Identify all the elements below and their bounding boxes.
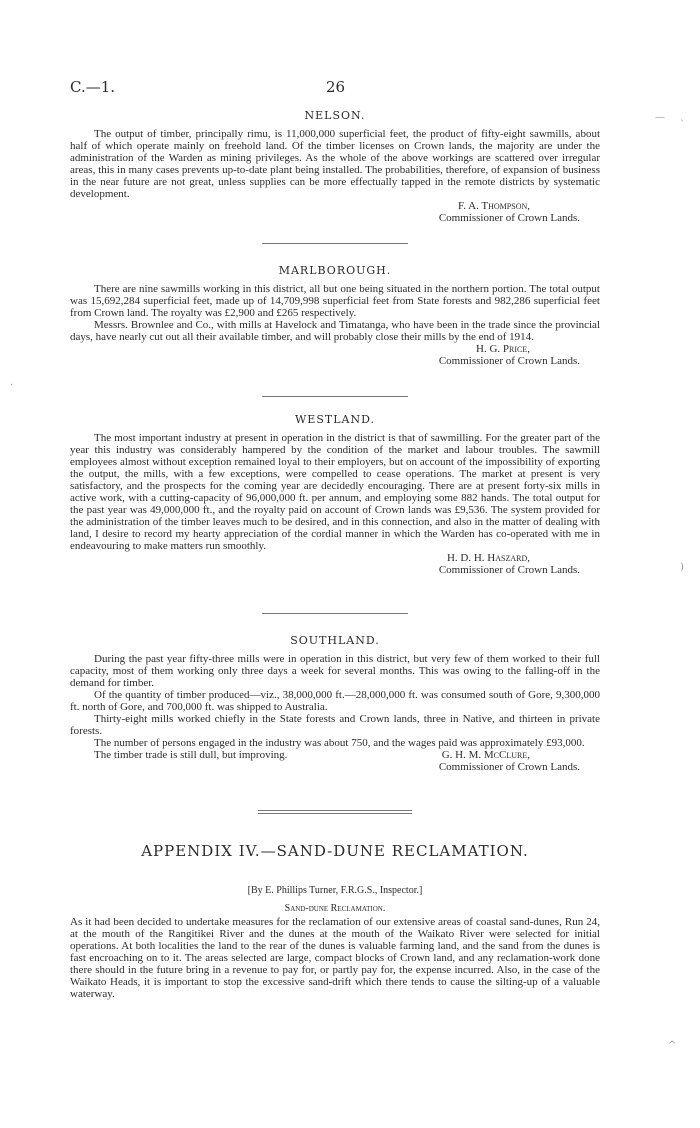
signature-block [70,200,600,224]
scan-mark: · [10,380,14,391]
southland-section [70,634,600,773]
scan-mark: — [655,112,665,123]
signature-block [70,343,600,367]
scan-mark: ^ [668,1040,677,1051]
scan-mark: ) [680,562,684,573]
section-title: WESTLAND. [294,413,375,426]
paragraph: The timber trade is still dull, but improving. [94,749,288,761]
section-divider [262,243,408,244]
paragraph: During the past year fifty-three mills were in operation in this district, but very few of them worked to their full capacity, most of them working only three days a week for several months. This was owing to the falling-off in the demand for timber. [70,653,600,689]
subheading: Sand-dune Reclamation. [284,903,386,914]
signature-name: H. D. H. Haszard, [446,552,530,564]
paragraph: As it had been decided to undertake measures for the reclamation of our extensive areas of coastal sand-dunes, Run 24, at the mouth of the Rangitikei River and the dunes at the mouth of the Waikato River were selected for initial operations. At both localities the land to the rear of the dunes is valuable farming land, and the sand from the dunes is fast encroaching on to it. The areas selected are large, compact blocks of Crown land, and any reclamation-work done there should in the future bring in a revenue to pay for, or partly pay for, the expense incurred. Also, in the case of the Waikato Heads, it is important to stop the excessive sand-drift which there tends to cause the silting-up of a valuable waterway. [70,916,600,1000]
document-reference: C.—1. [70,78,116,96]
nelson-section [70,109,600,224]
section-divider [262,613,408,614]
signature-block [70,552,600,576]
section-divider [258,813,412,814]
appendix-section [70,916,600,1000]
signature-role: Commissioner of Crown Lands. [438,355,580,367]
page-number: 26 [326,78,346,96]
paragraph: Messrs. Brownlee and Co., with mills at Havelock and Timatanga, who have been in the trade since the provincial days, have nearly cut out all their available timber, and will probably close their mills by the end of 1914. [70,319,600,343]
section-title: MARLBOROUGH. [278,264,392,277]
signature-role: Commissioner of Crown Lands. [438,212,580,224]
signature-role: Commissioner of Crown Lands. [438,761,580,773]
marlborough-section [70,264,600,367]
signature-name: H. G. Price, [476,343,530,355]
paragraph: The most important industry at present in operation in the district is that of sawmilling. For the greater part of the year this industry was considerably hampered by the condition of the market and labour troubles. The sawmill employees almost without exception remained loyal to their employers, but on account of the impossibility of exporting the output, the mills, with a few exceptions, were compelled to cease operations. The market at present is very satisfactory, and the prospects for the coming year are decidedly encouraging. There are at present forty-six mills in active work, with a cutting-capacity of 96,000,000 ft. per annum, and employing some 882 hands. The total output for the past year was 49,000,000 ft., and the royalty paid on account of Crown lands was £9,536. The system provided for the administration of the timber leaves much to be desired, and in this connection, and also in the matter of dealing with land, I desire to record my hearty appreciation of the cordial manner in which the Warden has co-operated with me in endeavouring to make matters run smoothly. [70,432,600,552]
section-title: NELSON. [304,109,366,122]
paragraph: Thirty-eight mills worked chiefly in the State forests and Crown lands, three in Native, and thirteen in private forests. [70,713,600,737]
byline: [By E. Phillips Turner, F.R.G.S., Inspector.] [247,885,423,896]
page-header [70,78,600,98]
paragraph: The number of persons engaged in the industry was about 750, and the wages paid was approximately £93,000. [94,737,585,749]
section-divider [262,396,408,397]
paragraph: The output of timber, principally rimu, is 11,000,000 superficial feet, the product of fifty-eight sawmills, about half of which operate mainly on freehold land. Of the timber licenses on Crown lands, the majority are under the administration of the Warden as mining privileges. As the whole of the above workings are scattered over irregular areas, this in many cases prevents up-to-date plant being installed. The probabilities, therefore, of expansion of business in the near future are not great, unless supplies can be more effectually tapped in the remote districts by systematic development. [70,128,600,200]
signature-name: G. H. M. McClure, [441,749,530,761]
westland-section [70,413,600,576]
paragraph: Of the quantity of timber produced—viz., 38,000,000 ft.—28,000,000 ft. was consumed south of Gore, 9,300,000 ft. north of Gore, and 700,000 ft. was shipped to Australia. [70,689,600,713]
scan-mark: ˋ [680,120,685,131]
signature-role: Commissioner of Crown Lands. [438,564,580,576]
signature-name: F. A. Thompson, [458,200,530,212]
paragraph: There are nine sawmills working in this district, all but one being situated in the northern portion. The total output was 15,692,284 superficial feet, made up of 14,709,998 superficial feet from State forests and 982,286 superficial feet from Crown land. The royalty was £2,900 and £265 respectively. [70,283,600,319]
appendix-title: APPENDIX IV.—SAND-DUNE RECLAMATION. [141,842,529,860]
section-divider [258,810,412,811]
section-title: SOUTHLAND. [290,634,380,647]
